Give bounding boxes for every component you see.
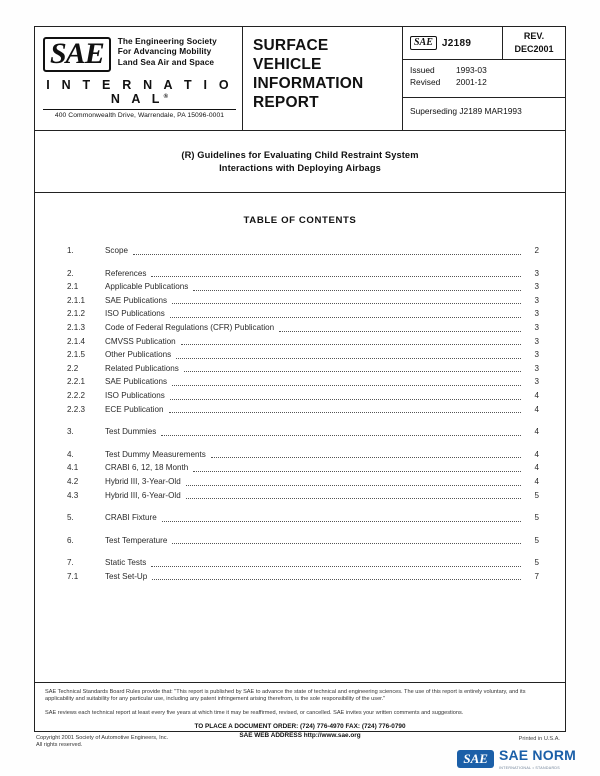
toc-entry-number: 4.1 <box>67 463 79 473</box>
toc-entry-page: 4 <box>534 390 539 400</box>
toc-entry-page: 3 <box>534 336 539 346</box>
toc-entry-page: 3 <box>534 363 539 373</box>
toc-entry-leader <box>279 322 521 332</box>
toc-entry-title: Applicable Publications <box>105 282 189 292</box>
toc-entry[interactable] <box>61 534 539 548</box>
toc-entry-title: ISO Publications <box>105 309 165 319</box>
toc-entry-page: 4 <box>534 463 539 473</box>
toc-entry-number: 2.1 <box>67 282 79 292</box>
toc-entry[interactable] <box>61 389 539 403</box>
toc-entry-page: 3 <box>534 295 539 305</box>
toc-entry-number: 2.2.2 <box>67 390 86 400</box>
toc-entry-title: CRABI 6, 12, 18 Month <box>105 463 189 473</box>
toc-entry-page: 3 <box>534 268 539 278</box>
sae-norm-text: SAE NORM <box>498 747 576 763</box>
toc-entry-leader <box>172 294 521 304</box>
toc-entry-page: 5 <box>534 558 539 568</box>
document-title <box>35 131 565 193</box>
toc-entry[interactable] <box>61 335 539 349</box>
issued-label: Issued <box>410 65 435 75</box>
toc-entry-page: 5 <box>534 490 539 500</box>
toc-entry[interactable] <box>61 362 539 376</box>
toc-entry-leader <box>211 448 521 458</box>
sae-tagline <box>118 35 217 67</box>
toc-entry[interactable] <box>61 375 539 389</box>
footer-review-note: SAE reviews each technical report at least every five years at which time it may be reaffirmed, revised, or cancelled. SAE invites your written comments and suggestions. <box>45 709 464 716</box>
revision-label: REV. <box>523 31 545 41</box>
toc-entry-leader <box>170 390 521 400</box>
revision-value: DEC2001 <box>514 44 554 54</box>
header-meta-top <box>403 27 565 60</box>
toc-entry[interactable] <box>61 511 539 525</box>
toc-entry-leader <box>151 267 521 277</box>
toc-entry-title: Code of Federal Regulations (CFR) Publication <box>105 322 275 332</box>
toc-entry[interactable] <box>61 244 539 258</box>
toc-entry-page: 5 <box>534 513 539 523</box>
toc-entry-page: 4 <box>534 476 539 486</box>
toc-entry[interactable] <box>61 294 539 308</box>
footer-order-line-1: TO PLACE A DOCUMENT ORDER: (724) 776-4970 FAX: (724) 776-0790 <box>194 723 406 731</box>
header-divider <box>43 109 236 110</box>
toc-entry-leader <box>186 476 521 486</box>
sae-international-text: I N T E R N A T I O N A L <box>46 78 233 106</box>
registered-mark-icon: ® <box>163 93 169 100</box>
toc-entry-leader <box>151 557 521 567</box>
toc-entry-title: Test Dummies <box>105 427 157 437</box>
toc-entry-number: 3. <box>67 427 74 437</box>
document-body <box>35 193 565 683</box>
document-header <box>35 27 565 131</box>
toc-entry-leader <box>172 534 521 544</box>
toc-entry-page: 4 <box>534 427 539 437</box>
toc-entry[interactable] <box>61 425 539 439</box>
toc-entry-title: Test Set-Up <box>105 571 148 581</box>
document-number-cell <box>403 27 503 59</box>
toc-entry-leader <box>176 349 521 359</box>
toc-heading: TABLE OF CONTENTS <box>243 215 357 226</box>
revised-value: 2001-12 <box>456 77 487 87</box>
sae-tagline-line-1: The Engineering Society <box>117 36 217 46</box>
document-type-line-3: INFORMATION <box>253 75 364 92</box>
toc-entry[interactable] <box>61 321 539 335</box>
toc-entry-title: ISO Publications <box>105 390 165 400</box>
document-dates <box>403 60 565 98</box>
toc-entry-number: 7. <box>67 558 74 568</box>
document-type-line-2: VEHICLE <box>253 56 322 73</box>
toc-entry-leader <box>133 245 521 255</box>
toc-entry-number: 2.1.4 <box>67 336 86 346</box>
toc-list <box>61 244 539 583</box>
toc-entry-title: References <box>105 268 147 278</box>
toc-entry-page: 7 <box>534 571 539 581</box>
sae-tagline-line-2: For Advancing Mobility <box>117 46 212 57</box>
document-type-line-1: SURFACE <box>253 37 329 54</box>
toc-entry-number: 7.1 <box>67 571 79 581</box>
superseding-note: Superseding J2189 MAR1993 <box>410 106 522 116</box>
issued-value: 1993-03 <box>456 65 487 75</box>
document-type <box>243 27 403 130</box>
copyright-line-2: All rights reserved. <box>36 742 83 749</box>
toc-entry-number: 4.3 <box>67 490 79 500</box>
toc-entry-title: Test Dummy Measurements <box>105 449 206 459</box>
toc-entry-leader <box>152 570 521 580</box>
toc-entry-page: 4 <box>534 449 539 459</box>
toc-entry-page: 3 <box>534 282 539 292</box>
toc-entry-number: 2.2 <box>67 363 79 373</box>
toc-entry[interactable] <box>61 307 539 321</box>
toc-entry-page: 3 <box>534 322 539 332</box>
toc-entry-title: Other Publications <box>105 350 172 360</box>
toc-entry-page: 5 <box>534 535 539 545</box>
toc-entry-title: CRABI Fixture <box>105 513 157 523</box>
toc-entry-page: 2 <box>534 246 539 255</box>
toc-entry-title: Hybrid III, 6-Year-Old <box>105 490 181 500</box>
toc-entry-title: Scope <box>105 246 128 255</box>
document-title-line-1: (R) Guidelines for Evaluating Child Restraint System <box>181 150 419 160</box>
toc-entry[interactable] <box>61 489 539 503</box>
toc-entry-page: 3 <box>534 377 539 387</box>
toc-entry-title: SAE Publications <box>105 377 168 387</box>
toc-entry[interactable] <box>61 280 539 294</box>
toc-entry-page: 4 <box>534 404 539 414</box>
sae-logo: SAE <box>43 37 111 72</box>
footer-order-line-2[interactable]: SAE WEB ADDRESS http://www.sae.org <box>239 731 361 739</box>
toc-entry-number: 2. <box>67 268 74 278</box>
toc-entry[interactable] <box>61 267 539 281</box>
toc-entry-number: 6. <box>67 535 74 545</box>
toc-entry-number: 2.2.3 <box>67 404 86 414</box>
toc-entry-number: 1. <box>67 246 74 255</box>
toc-entry-leader <box>186 489 521 499</box>
toc-entry-number: 2.2.1 <box>67 377 86 387</box>
toc-entry-title: Related Publications <box>105 363 179 373</box>
toc-entry-number: 4.2 <box>67 476 79 486</box>
toc-entry-leader <box>181 335 521 345</box>
footer-copyright <box>36 735 168 750</box>
toc-entry-leader <box>161 426 521 436</box>
toc-entry-leader <box>184 362 521 372</box>
toc-entry-title: Test Temperature <box>105 535 168 545</box>
toc-entry-title: ECE Publication <box>105 404 164 414</box>
toc-entry-title: Static Tests <box>105 558 147 568</box>
toc-entry-title: SAE Publications <box>105 295 168 305</box>
toc-entry-leader <box>193 462 521 472</box>
toc-entry-page: 3 <box>534 309 539 319</box>
sae-tagline-line-3: Land Sea Air and Space <box>117 56 215 67</box>
toc-entry-leader <box>162 512 521 522</box>
toc-entry-leader <box>170 308 521 318</box>
toc-entry-page: 3 <box>534 350 539 360</box>
toc-entry[interactable] <box>61 403 539 417</box>
sae-international <box>43 78 236 106</box>
document-type-line-4: REPORT <box>253 94 319 111</box>
header-meta-block <box>403 27 565 130</box>
document-title-line-2: Interactions with Deploying Airbags <box>219 163 381 173</box>
toc-entry-leader <box>172 376 521 386</box>
toc-entry-number: 2.1.1 <box>67 295 86 305</box>
sae-address: 400 Commonwealth Drive, Warrendale, PA 15096-0001 <box>54 112 225 119</box>
revision-cell <box>503 27 565 59</box>
toc-entry-title: CMVSS Publication <box>105 336 176 346</box>
toc-entry-leader <box>169 403 522 413</box>
copyright-line-1: Copyright 2001 Society of Automotive Engineers, Inc. <box>36 734 169 741</box>
toc-entry-number: 2.1.3 <box>67 322 86 332</box>
toc-entry-number: 2.1.2 <box>67 309 86 319</box>
revised-label: Revised <box>410 77 441 87</box>
document-number: J2189 <box>441 37 472 49</box>
toc-entry[interactable] <box>61 348 539 362</box>
sae-norm-badge-icon: SAE <box>457 750 494 768</box>
toc-entry[interactable] <box>61 556 539 570</box>
toc-entry[interactable] <box>61 570 539 584</box>
sae-norm-subtext: INTERNATIONAL • STANDARDS <box>498 766 560 770</box>
toc-entry-number: 4. <box>67 449 74 459</box>
toc-entry[interactable] <box>61 461 539 475</box>
header-logo-block <box>35 27 243 130</box>
toc-entry-number: 2.1.5 <box>67 350 86 360</box>
toc-entry-leader <box>193 281 521 291</box>
toc-entry[interactable] <box>61 475 539 489</box>
footer-printed-note: Printed in U.S.A. <box>518 736 560 742</box>
toc-entry-number: 5. <box>67 513 74 523</box>
toc-entry[interactable] <box>61 448 539 462</box>
sae-badge-icon: SAE <box>410 36 437 50</box>
toc-entry-title: Hybrid III, 3-Year-Old <box>105 476 181 486</box>
footer-disclaimer: SAE Technical Standards Board Rules provide that: "This report is published by SAE to advance the state of technical and engineering sciences. The use of this report is entirely voluntary, and its applicability and suitability for any particular use, including any patent infringement arising therefrom, is the sole responsibility of the user." <box>45 689 526 703</box>
sae-norm-watermark <box>457 747 576 770</box>
